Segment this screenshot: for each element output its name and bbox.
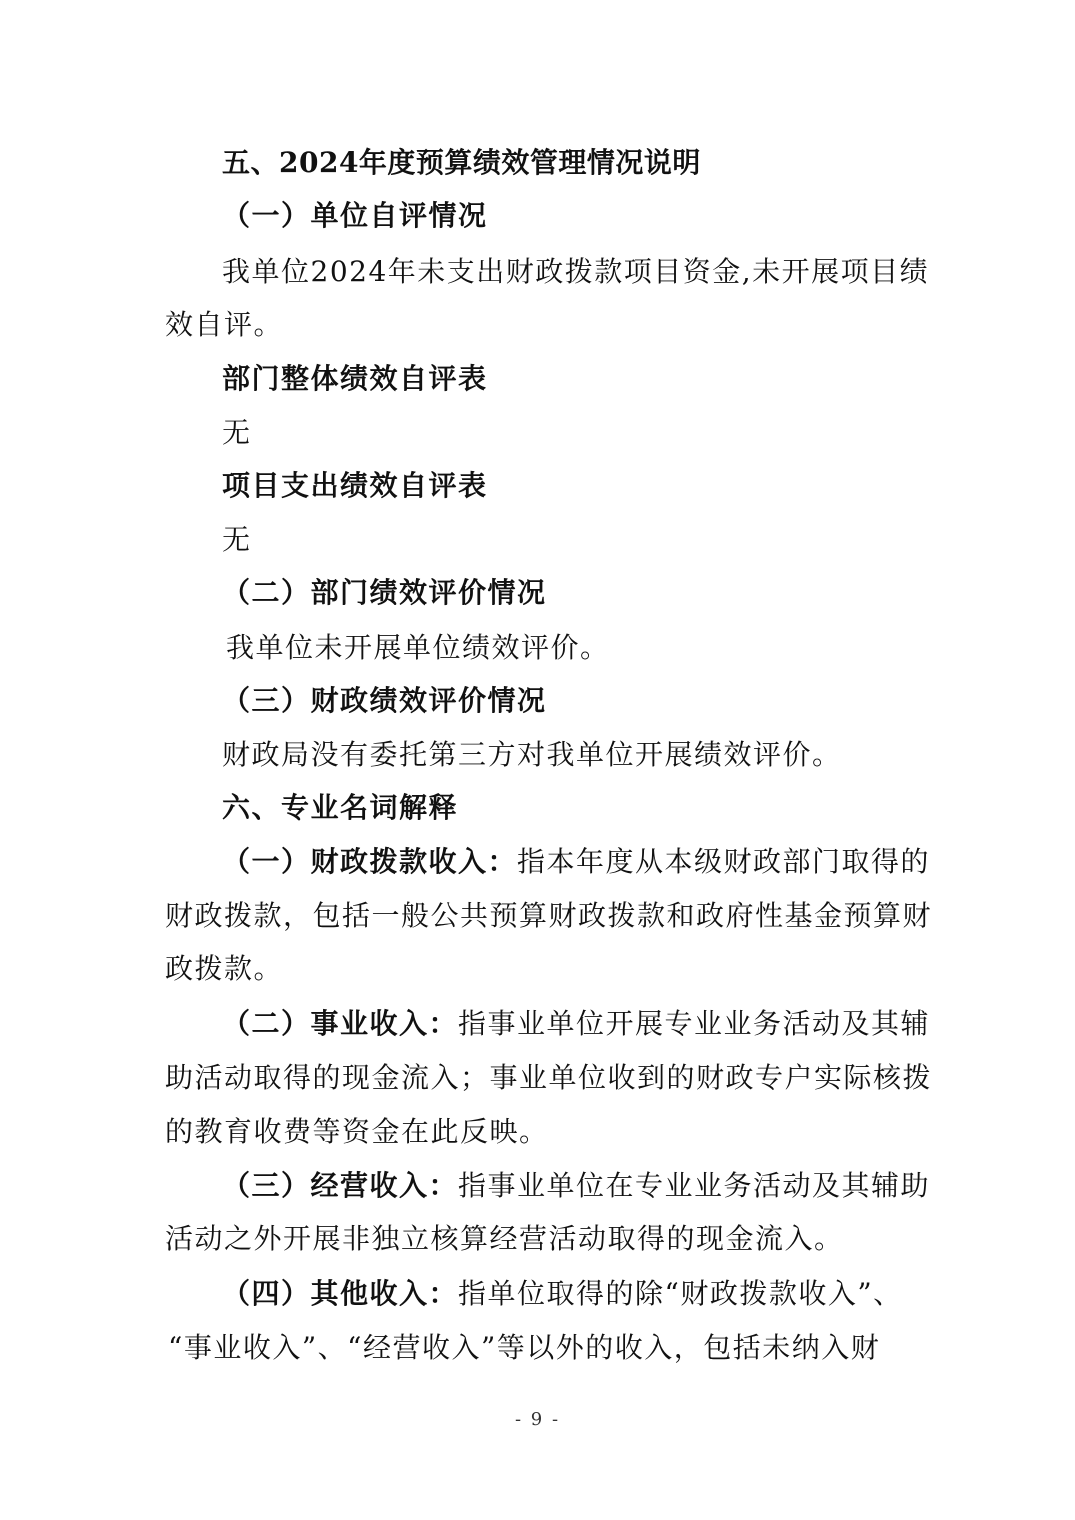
- term-4-label: （四）其他收入：: [222, 1277, 459, 1310]
- section-5-3-paragraph: 财政局没有委托第三方对我单位开展绩效评价。: [222, 738, 842, 771]
- section-5-1-heading: （一）单位自评情况: [222, 199, 488, 232]
- term-1-line-1: [0, 842, 1075, 882]
- term-2-text: 指事业单位开展专业业务活动及其辅: [458, 1007, 931, 1040]
- section-5-2-heading: （二）部门绩效评价情况: [222, 576, 547, 609]
- section-5-heading: 五、2024年度预算绩效管理情况说明: [222, 146, 701, 179]
- page-number: - 9 -: [514, 1409, 561, 1430]
- term-4-text: 指单位取得的除“财政拨款收入”、: [458, 1277, 903, 1310]
- term-4-line-1: [0, 1274, 1075, 1314]
- proj-self-eval-table-value: 无: [222, 523, 252, 556]
- term-1-label: （一）财政拨款收入：: [222, 845, 518, 878]
- term-3-line-2: 活动之外开展非独立核算经营活动取得的现金流入。: [165, 1222, 844, 1255]
- term-3-line-1: [0, 1166, 1075, 1206]
- term-3-label: （三）经营收入：: [222, 1169, 459, 1202]
- dept-self-eval-table-value: 无: [222, 416, 252, 449]
- term-4-line-2: “事业收入”、“经营收入”等以外的收入，包括未纳入财: [168, 1331, 881, 1364]
- section-5-1-paragraph-line-1: 我单位2024年未支出财政拨款项目资金,未开展项目绩: [222, 255, 930, 288]
- dept-self-eval-table-title: 部门整体绩效自评表: [222, 362, 488, 395]
- term-3-text: 指事业单位在专业业务活动及其辅助: [458, 1169, 931, 1202]
- term-1-line-3: 政拨款。: [165, 952, 284, 985]
- term-2-line-1: [0, 1004, 1075, 1044]
- section-5-3-heading: （三）财政绩效评价情况: [222, 684, 547, 717]
- section-6-heading: 六、专业名词解释: [222, 791, 459, 824]
- term-2-label: （二）事业收入：: [222, 1007, 459, 1040]
- term-2-line-2: 助活动取得的现金流入；事业单位收到的财政专户实际核拨: [165, 1061, 933, 1094]
- section-5-1-paragraph-line-2: 效自评。: [165, 308, 284, 341]
- section-5-2-paragraph: 我单位未开展单位绩效评价。: [226, 631, 610, 664]
- term-2-line-3: 的教育收费等资金在此反映。: [165, 1115, 549, 1148]
- term-1-text: 指本年度从本级财政部门取得的: [517, 845, 931, 878]
- term-1-line-2: 财政拨款，包括一般公共预算财政拨款和政府性基金预算财: [165, 899, 933, 932]
- proj-self-eval-table-title: 项目支出绩效自评表: [222, 469, 488, 502]
